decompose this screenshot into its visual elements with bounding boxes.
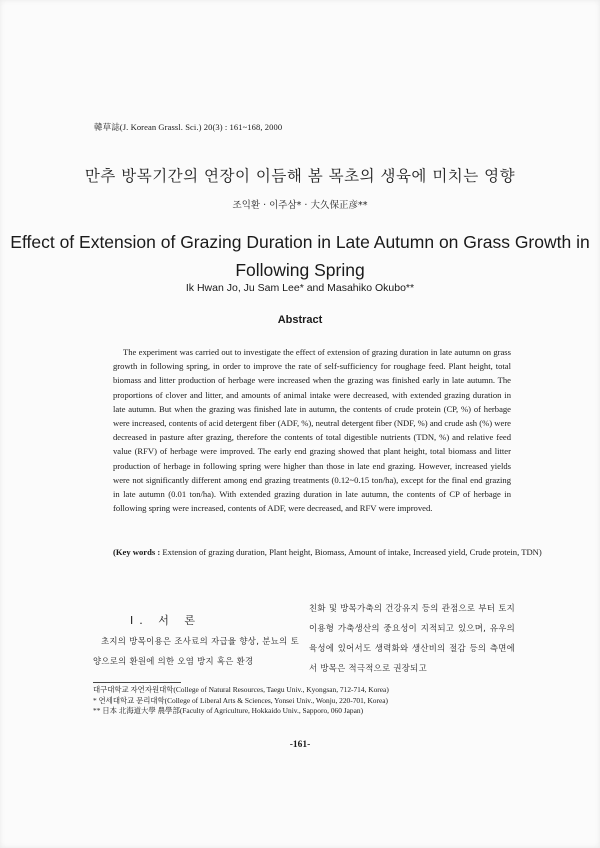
- keywords-text: Extension of grazing duration, Plant height, Biomass, Amount of intake, Increased yield, Crude protein, TDN): [162, 547, 542, 557]
- section-heading-introduction: I. 서 론: [130, 614, 201, 627]
- intro-left-column: 초지의 방목이용은 조사료의 자급율 향상, 분뇨의 토양으로의 환원에 의한 오염 방지 혹은 환경: [93, 636, 299, 666]
- abstract-heading: Abstract: [277, 314, 323, 326]
- korean-authors: 조익환 · 이주삼* · 大久保正彦**: [232, 200, 368, 211]
- intro-right-column: 친화 및 방목가축의 건강유지 등의 관점으로 부터 토지이용형 가축생산의 중요성이 지적되고 있으며, 유우의 육성에 있어서도 생력화와 생산비의 절감 등의 측면에서 방목은 적극적으로 권장되고: [309, 603, 515, 673]
- footnote-divider: [93, 682, 181, 683]
- footnote-taegu: 대구대학교 자연자원대학(College of Natural Resources, Taegu Univ., Kyongsan, 712-714, Korea): [93, 685, 389, 694]
- footnote-hokkaido: ** 日本 北海道大學 農學部(Faculty of Agriculture, Hokkaido Univ., Sapporo, 060 Japan): [93, 706, 364, 715]
- affiliation-footnotes: [93, 685, 523, 717]
- korean-title: 만추 방목기간의 연장이 이듬해 봄 목초의 생육에 미치는 영향: [84, 167, 516, 185]
- abstract-body: The experiment was carried out to investigate the effect of extension of grazing duration in late autumn on grass growth in following spring, in order to improve the rate of self-sufficiency for roughage feed. Plant height, total biomass and litter production of herbage were increased when the grazing was finished early in late autumn. The proportions of clover and litter, and amounts of animal intake were decreased, with extended grazing duration in late autumn. But when the grazing was finished late in autumn, the contents of crude protein (CP, %) of herbage were increased, contents of acid detergent fiber (ADF, %), neutral detergent fiber (NDF, %) and crude ash (%) were decreased in pasture after grazing, therefore the contents of total digestible nutrients (TDN, %) and relative feed value (RFV) of herbage were improved. The early end grazing showed that plant height, total biomass and litter production of herbage in following spring were higher than those in late end grazing. However, increased yields were not significantly different among end grazing treatments (0.12~0.15 ton/ha), except for the final end grazing in late autumn (0.01 ton/ha). With extended grazing duration in late autumn, the contents of CP of herbage in following spring were increased, contents of ADF, were decreased, and RFV were improved.: [113, 347, 511, 514]
- journal-citation: 韓草誌(J. Korean Grassl. Sci.) 20(3) : 161~168, 2000: [94, 122, 283, 132]
- english-title: Effect of Extension of Grazing Duration in Late Autumn on Grass Growth in Following Spring: [10, 232, 590, 280]
- keywords: [113, 545, 577, 559]
- keywords-label: (Key words :: [113, 547, 161, 557]
- page-number: -161-: [289, 740, 311, 750]
- english-authors: Ik Hwan Jo, Ju Sam Lee* and Masahiko Okubo**: [185, 282, 415, 294]
- footnote-yonsei: * 연세대학교 문리대학(College of Liberal Arts & Sciences, Yonsei Univ., Wonju, 220-701, Korea): [93, 695, 388, 705]
